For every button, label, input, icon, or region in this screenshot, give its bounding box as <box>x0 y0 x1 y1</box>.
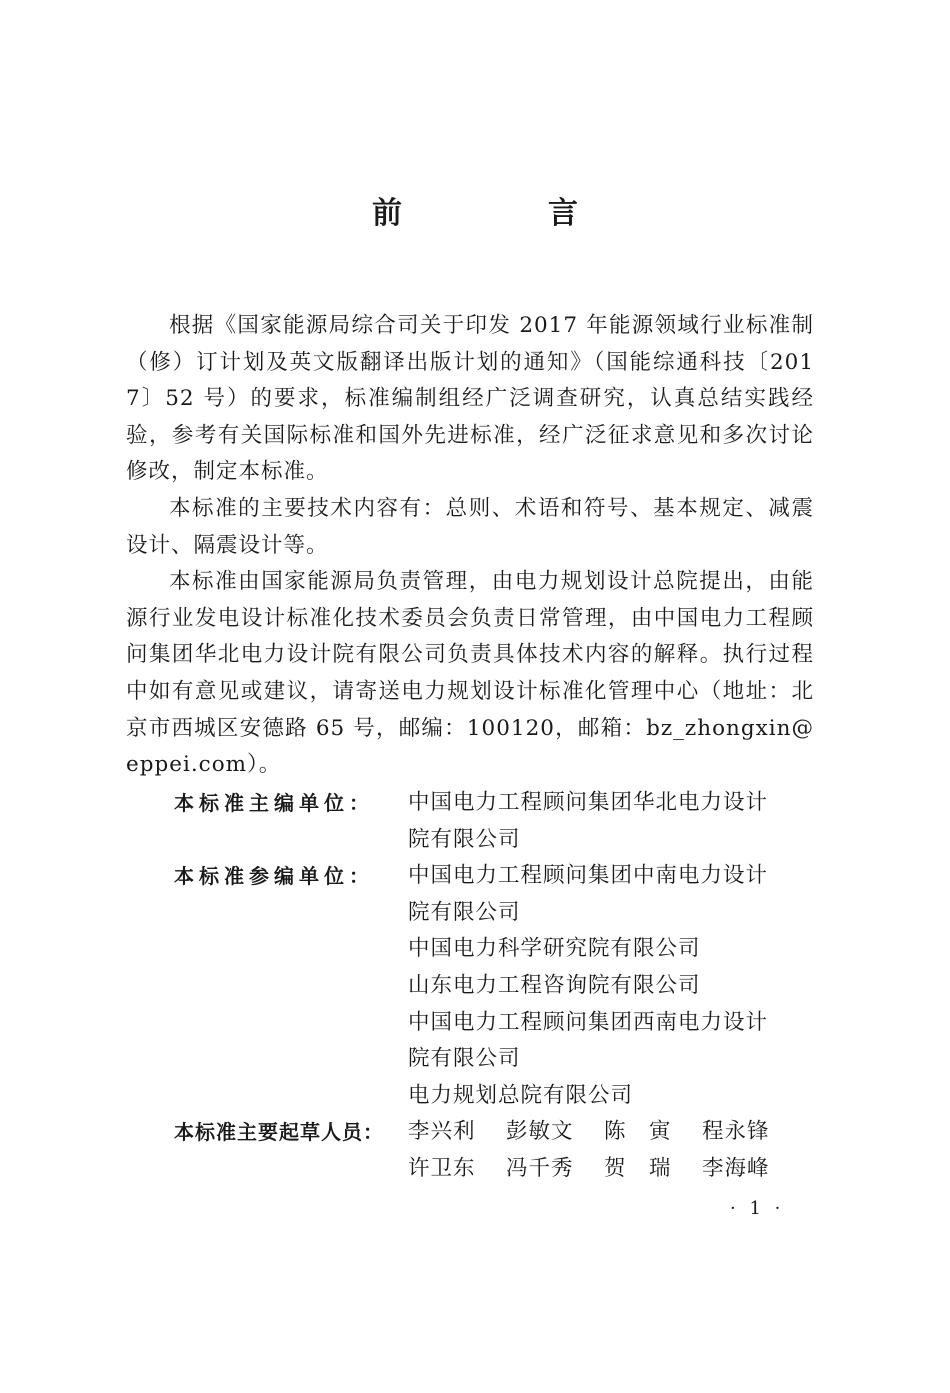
chief-unit-row <box>126 785 816 858</box>
drafter-name: 陈 寅 <box>604 1119 672 1145</box>
participating-unit-label: 本标准参编单位： <box>174 864 370 889</box>
unit-line: 中国电力工程顾问集团西南电力设计 <box>408 1009 769 1035</box>
page-title: 前 言 <box>372 196 636 231</box>
paragraph-basis: 根据《国家能源局综合司关于印发 2017 年能源领域行业标准制（修）订计划及英文版翻译出版计划的通知》（国能综通科技〔2017〕52 号）的要求，标准编制组经广泛调查研究，认真总结实践经验，参考有关国际标准和国外先进标准，经广泛征求意见和多次讨论修改，制定本标准。 <box>126 313 814 485</box>
unit-line: 中国电力科学研究院有限公司 <box>408 936 701 962</box>
units-section <box>126 785 816 1188</box>
paragraph-management: 本标准由国家能源局负责管理，由电力规划设计总院提出，由能源行业发电设计标准化技术委员会负责日常管理，由中国电力工程顾问集团华北电力设计院有限公司负责具体技术内容的解释。执行过程中如有意见或建议，请寄送电力规划设计标准化管理中心（地址：北京市西城区安德路 65 号，邮编：100120，邮箱：bz_zhongxin@eppei.com）。 <box>126 569 814 778</box>
unit-line: 中国电力工程顾问集团华北电力设计 <box>408 790 769 815</box>
chief-unit-label: 本标准主编单位： <box>174 791 370 815</box>
page-number: · 1 · <box>730 1198 785 1219</box>
unit-line: 院有限公司 <box>408 826 521 852</box>
drafters-values <box>408 1114 816 1187</box>
unit-line: 电力规划总院有限公司 <box>408 1082 634 1108</box>
participating-unit-values <box>408 858 816 1114</box>
drafter-name: 彭敏文 <box>506 1119 574 1145</box>
drafters-row <box>126 1114 816 1187</box>
drafters-line <box>408 1151 816 1188</box>
drafter-name: 贺 瑞 <box>604 1155 672 1181</box>
drafter-name: 冯千秀 <box>506 1155 574 1181</box>
drafter-name: 程永锋 <box>702 1119 770 1145</box>
unit-line: 院有限公司 <box>408 1046 521 1072</box>
drafters-label: 本标准主要起草人员： <box>174 1120 384 1145</box>
preface-body <box>126 308 814 784</box>
unit-line: 山东电力工程咨询院有限公司 <box>408 972 701 998</box>
unit-line: 院有限公司 <box>408 899 521 925</box>
unit-line: 中国电力工程顾问集团中南电力设计 <box>408 863 769 889</box>
chief-unit-values <box>408 785 816 858</box>
paragraph-content: 本标准的主要技术内容有：总则、术语和符号、基本规定、减震设计、隔震设计等。 <box>126 495 814 558</box>
participating-unit-row <box>126 858 816 1114</box>
drafter-name: 李兴利 <box>408 1119 476 1145</box>
drafter-name: 许卫东 <box>408 1155 476 1181</box>
drafter-name: 李海峰 <box>702 1155 770 1181</box>
drafters-line <box>408 1114 816 1151</box>
